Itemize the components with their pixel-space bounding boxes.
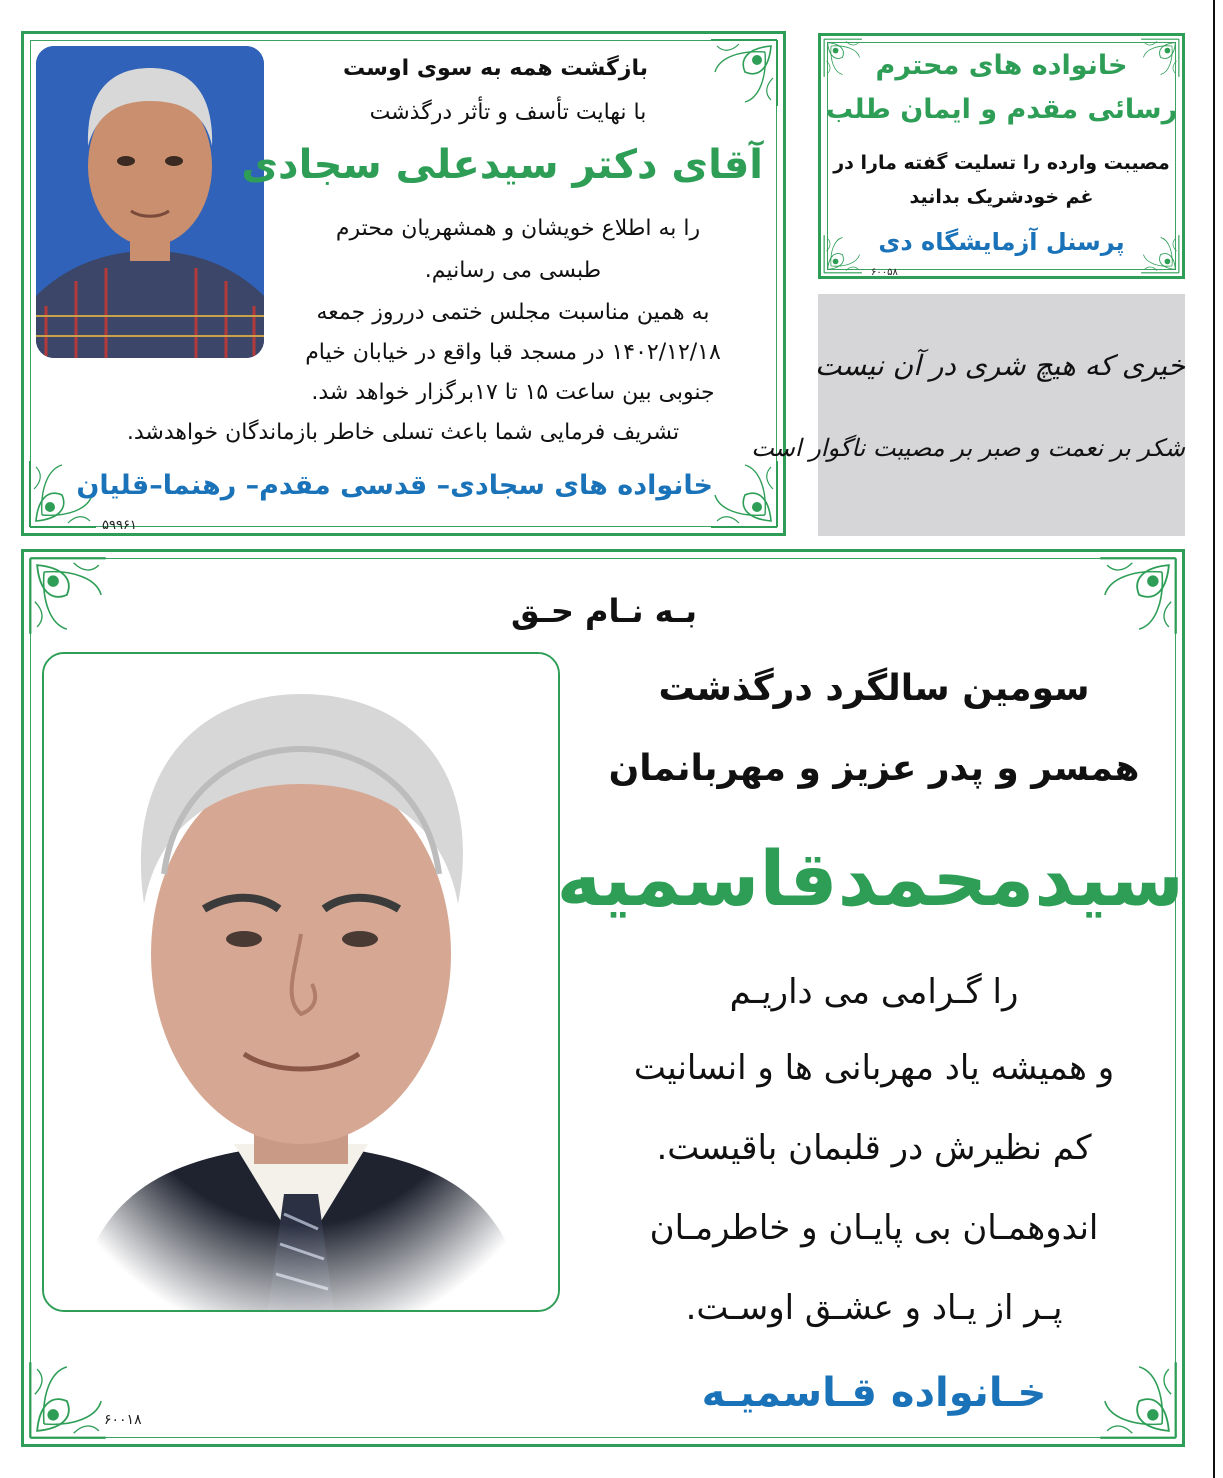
ad1-signature: خانواده های سجادی– قدسی مقدم– رهنما–قلیان	[76, 470, 713, 501]
ad2-code: ۶۰۰۵۸	[871, 267, 898, 278]
sajjadi-obituary-ad	[21, 31, 786, 536]
ad2-title: خانواده های محترم	[875, 50, 1128, 81]
corner-ornament-icon	[28, 556, 108, 636]
ad4-relation-line: همسر و پدر عزیز و مهربانمان	[608, 748, 1140, 789]
ad4-body-line: اندوهمـان بی پایـان و خاطرمـان	[649, 1208, 1099, 1248]
ad1-intro-line: با نهایت تأسف و تأثر درگذشت	[369, 100, 647, 125]
laboratory-condolence-ad	[818, 33, 1185, 279]
corner-ornament-icon	[28, 1360, 108, 1440]
page-edge-divider	[1213, 0, 1223, 1478]
quote-panel	[751, 294, 1185, 536]
ad2-signature: پرسنل آزمایشگاه دی	[878, 228, 1125, 256]
ghasemiyeh-anniversary-ad	[21, 549, 1185, 1447]
ad4-anniversary-line: سومین سالگرد درگذشت	[658, 668, 1090, 709]
portrait-photo	[36, 46, 264, 358]
quote-line: شکر بر نعمت و صبر بر مصیبت ناگوار است	[751, 434, 1185, 462]
ad1-code: ۵۹۹۶۱	[102, 518, 137, 533]
ad1-body-line: طبسی می رسانیم.	[424, 258, 602, 283]
ad1-body-line: تشریف فرمایی شما باعث تسلی خاطر بازماندگان خواهدشد.	[126, 420, 680, 445]
ad2-body-line: غم خودشریک بدانید	[909, 186, 1094, 208]
ad4-body-line: پـر از یـاد و عشـق اوسـت.	[685, 1288, 1063, 1328]
portrait-photo	[42, 652, 560, 1312]
quote-line: خیری که هیچ شری در آن نیست	[814, 349, 1185, 382]
ad4-body-line: کم نظیرش در قلبمان باقیست.	[656, 1128, 1092, 1168]
ad4-body-line: را گـرامی می داریـم	[729, 972, 1019, 1012]
corner-ornament-icon	[1098, 556, 1178, 636]
ad1-ceremony-date-line: ۱۴۰۲/۱۲/۱۸ در مسجد قبا واقع در خیابان خیام	[305, 340, 721, 365]
ad4-signature: خـانواده قـاسمیـه	[701, 1370, 1047, 1416]
ad1-body-line: را به اطلاع خویشان و همشهریان محترم	[335, 216, 701, 241]
ad4-header: بـه نـام حـق	[511, 592, 697, 630]
corner-ornament-icon	[709, 38, 779, 108]
deceased-name: آقای دکتر سیدعلی سجادی	[241, 142, 763, 188]
deceased-name: سیدمحمدقاسمیه	[556, 834, 1184, 923]
corner-ornament-icon	[709, 459, 779, 529]
ad1-body-line: به همین مناسبت مجلس ختمی درروز جمعه	[316, 300, 710, 325]
ad4-code: ۶۰۰۱۸	[104, 1412, 142, 1428]
ad4-body-line: و همیشه یاد مهربانی ها و انسانیت	[633, 1048, 1115, 1088]
ad1-body-line: جنوبی بین ساعت ۱۵ تا ۱۷برگزار خواهد شد.	[311, 380, 715, 405]
ad2-body-line: مصیبت وارده را تسلیت گفته مارا در	[833, 152, 1170, 174]
ad2-family-names: رسائی مقدم و ایمان طلب	[825, 94, 1178, 125]
ad1-opening-line: بازگشت همه به سوی اوست	[343, 56, 648, 81]
